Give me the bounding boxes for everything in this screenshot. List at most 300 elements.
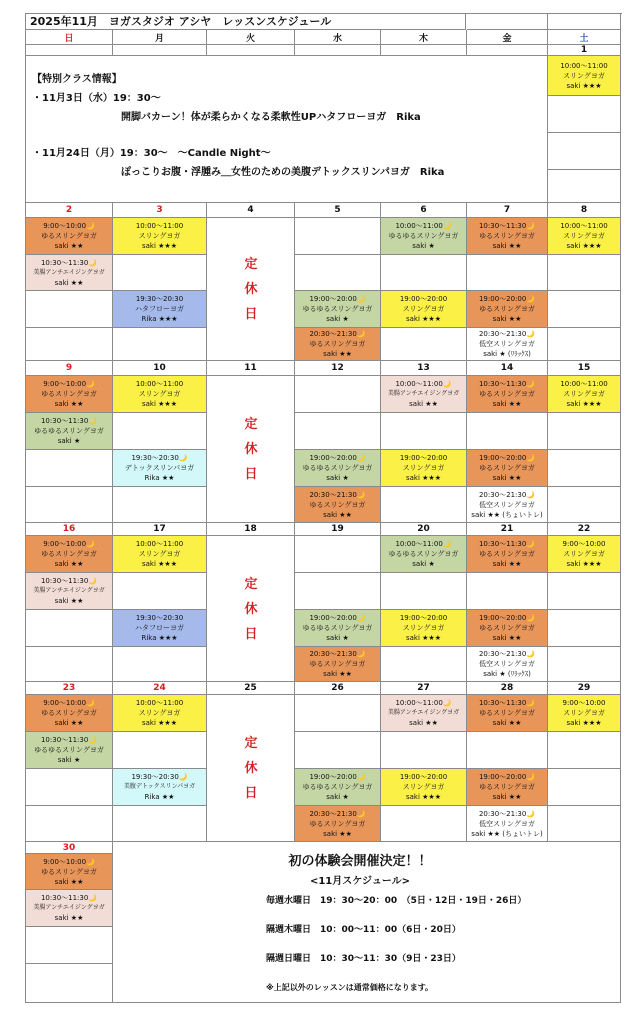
lesson-teacher: saki ★★ [492, 474, 522, 482]
lesson-teacher: saki ★★ (ちょいトレ) [471, 829, 543, 838]
lesson-name: ハタフローヨガ [135, 305, 184, 313]
empty-cell [548, 170, 621, 203]
lesson-teacher: saki ★★ [54, 400, 84, 408]
day-number: 12 [295, 361, 381, 376]
lesson-name: スリングヨガ [138, 232, 181, 240]
lesson-time: 9:00〜10:00 [562, 699, 606, 707]
lesson-cell [548, 56, 621, 96]
empty-cell [113, 487, 207, 523]
lesson-time: 9:00〜10:00🌙 [43, 540, 95, 548]
day-number: 22 [548, 523, 621, 536]
lesson-cell [113, 769, 207, 806]
lesson-teacher: saki ★★ [323, 350, 352, 358]
lesson-teacher: saki ★★ [492, 634, 522, 642]
lesson-time: 19:30〜20:30 [135, 614, 184, 622]
lesson-teacher: saki ★★ [492, 560, 522, 568]
lesson-teacher: saki ★★★ [566, 719, 602, 727]
lesson-teacher: saki ★★ [492, 793, 522, 801]
lesson-cell [113, 610, 207, 647]
lesson-cell [467, 647, 548, 682]
lesson-cell [295, 610, 381, 647]
lesson-teacher: saki ★★ [54, 242, 84, 250]
lesson-cell [381, 450, 467, 487]
weekday-header: 水 [295, 30, 381, 45]
lesson-cell [26, 218, 113, 255]
lesson-name: ゆるスリングヨガ [309, 340, 366, 348]
lesson-time: 20:30〜21:30🌙 [309, 490, 366, 499]
day-number: 30 [26, 842, 113, 854]
lesson-time: 20:30〜21:30🌙 [478, 650, 536, 658]
empty-cell [26, 927, 113, 964]
lesson-name: 美腸アンチエイジングヨガ [33, 268, 105, 276]
lesson-cell [467, 328, 548, 361]
closed-char: 定 [244, 417, 258, 432]
lesson-time: 19:00〜20:00🌙 [309, 614, 366, 622]
lesson-time: 10:30〜11:30🌙 [478, 222, 536, 230]
lesson-name: スリングヨガ [138, 709, 181, 717]
closed-day-label [207, 695, 295, 842]
empty-cell [26, 487, 113, 523]
empty-cell [295, 536, 381, 573]
lesson-name: スリングヨガ [563, 709, 605, 717]
empty-cell [381, 573, 467, 610]
closed-day-label [207, 218, 295, 361]
day-number: 26 [295, 682, 381, 695]
lesson-cell [381, 376, 467, 413]
lesson-name: ゆるスリングヨガ [479, 783, 535, 791]
closed-char: 日 [244, 467, 258, 482]
trial-subtitle: <11月スケジュール> [309, 876, 411, 887]
lesson-teacher: Rika ★★★ [141, 315, 178, 323]
lesson-teacher: saki ★★★ [142, 719, 177, 727]
day-number: 3 [113, 203, 207, 218]
day-number: 11 [207, 361, 295, 376]
day-number: 4 [207, 203, 295, 218]
lesson-teacher: saki ★★ [492, 315, 522, 323]
lesson-teacher: saki ★ [326, 315, 349, 323]
lesson-cell [381, 769, 467, 806]
lesson-teacher: saki ★★★ [566, 560, 602, 568]
lesson-cell [26, 732, 113, 769]
lesson-cell [381, 610, 467, 647]
lesson-cell [295, 769, 381, 806]
empty-cell [26, 647, 113, 682]
lesson-time: 10:00〜11:00🌙 [395, 540, 452, 548]
lesson-time: 10:00〜11:00🌙 [395, 699, 452, 707]
lesson-time: 20:30〜21:30🌙 [478, 809, 536, 818]
lesson-cell [295, 647, 381, 682]
weekday-header: 金 [467, 30, 548, 45]
trial-line3: 隔週日曜日 10：30〜11：30（9日・23日） [266, 954, 461, 964]
empty-cell [467, 413, 548, 450]
empty-cell [26, 769, 113, 806]
lesson-name: スリングヨガ [402, 464, 445, 472]
empty-cell [295, 218, 381, 255]
lesson-name: 低空スリングヨガ [479, 500, 535, 509]
lesson-cell [113, 450, 207, 487]
empty-cell [548, 806, 621, 842]
lesson-teacher: saki ★★★ [142, 400, 177, 408]
day-number: 17 [113, 523, 207, 536]
lesson-cell [548, 218, 621, 255]
lesson-cell [26, 854, 113, 890]
lesson-time: 19:00〜20:00🌙 [478, 773, 536, 781]
lesson-teacher: saki ★★ [492, 242, 522, 250]
lesson-name: 美腸アンチエイジングヨガ [387, 709, 460, 716]
day-number: 13 [381, 361, 467, 376]
lesson-time: 20:30〜21:30🌙 [478, 330, 536, 338]
lesson-teacher: saki ★ [57, 756, 81, 764]
lesson-teacher: saki ★★★ [142, 242, 177, 250]
lesson-time: 19:00〜20:00🌙 [309, 454, 366, 462]
lesson-teacher: saki ★★ [409, 400, 438, 408]
day-number: 16 [26, 523, 113, 536]
lesson-name: 低空スリングヨガ [479, 340, 535, 348]
trial-title: 初の体験会開催決定！！ [288, 854, 432, 869]
lesson-teacher: saki ★★ [54, 877, 84, 886]
lesson-teacher: Rika ★★★ [141, 634, 178, 642]
lesson-teacher: Rika ★★ [144, 793, 175, 801]
day-number: 25 [207, 682, 295, 695]
lesson-cell [295, 328, 381, 361]
closed-char: 日 [244, 786, 258, 801]
lesson-name: ゆるスリングヨガ [479, 624, 535, 632]
lesson-teacher: saki ★★ [54, 560, 84, 568]
lesson-cell [26, 255, 113, 291]
day-number: 9 [26, 361, 113, 376]
empty-cell [113, 328, 207, 361]
empty-cell [295, 255, 381, 291]
trial-line1: 毎週水曜日 19：30〜20：00 （5日・12日・19日・26日） [266, 896, 527, 906]
lesson-name: 美腹デトックスリンパヨガ [123, 783, 196, 790]
lesson-teacher: saki ★★★ [406, 634, 441, 642]
lesson-time: 10:00〜11:00 [560, 61, 608, 70]
lesson-time: 10:00〜11:00 [135, 380, 184, 388]
closed-char: 定 [244, 257, 258, 272]
lesson-teacher: saki ★★★ [406, 315, 441, 323]
lesson-time: 10:30〜11:30🌙 [40, 417, 98, 425]
empty-cell [295, 45, 381, 56]
day-number: 7 [467, 203, 548, 218]
lesson-teacher: saki ★★ [409, 719, 438, 727]
lesson-name: ゆるゆるスリングヨガ [34, 427, 104, 435]
lesson-teacher: saki ★★ (ちょいトレ) [471, 510, 543, 519]
empty-cell [295, 376, 381, 413]
special-heading: 【特別クラス情報】 [32, 74, 122, 85]
lesson-name: ゆるスリングヨガ [309, 500, 366, 509]
lesson-teacher: saki ★ [326, 474, 349, 482]
lesson-time: 10:00〜11:00🌙 [395, 222, 452, 230]
lesson-cell [467, 376, 548, 413]
lesson-teacher: saki ★ [412, 242, 435, 250]
lesson-cell [381, 695, 467, 732]
empty-cell [26, 328, 113, 361]
lesson-teacher: saki ★★ [323, 829, 352, 838]
empty-cell [381, 328, 467, 361]
lesson-teacher: saki ★ (ﾘﾗｯｸｽ) [483, 350, 531, 358]
lesson-name: ゆるスリングヨガ [309, 819, 366, 828]
empty-cell [467, 255, 548, 291]
lesson-name: ゆるゆるスリングヨガ [302, 305, 373, 313]
lesson-time: 19:00〜20:00 [399, 614, 448, 622]
special-line1-date: ・11月3日（水）19：30〜 [32, 93, 161, 104]
lesson-cell [467, 769, 548, 806]
lesson-teacher: saki ★ [326, 793, 349, 801]
empty-cell [467, 45, 548, 56]
lesson-time: 10:30〜11:30🌙 [478, 540, 536, 548]
empty-cell [26, 806, 113, 842]
day-number: 18 [207, 523, 295, 536]
lesson-teacher: saki ★ (ﾘﾗｯｸｽ) [483, 670, 531, 678]
lesson-cell [467, 450, 548, 487]
lesson-time: 10:00〜11:00 [560, 380, 608, 388]
lesson-time: 10:30〜11:30🌙 [40, 258, 98, 267]
empty-cell [381, 255, 467, 291]
lesson-time: 20:30〜21:30🌙 [309, 650, 366, 658]
lesson-cell [113, 291, 207, 328]
closed-day-label [207, 536, 295, 682]
closed-char: 日 [244, 626, 258, 642]
weekday-header: 木 [381, 30, 467, 45]
lesson-name: ゆるスリングヨガ [479, 390, 535, 398]
empty-cell [113, 255, 207, 291]
lesson-time: 19:30〜20:30 [135, 295, 184, 303]
lesson-time: 19:30〜20:30🌙 [131, 454, 188, 462]
closed-char: 休 [244, 761, 258, 776]
lesson-name: 低空スリングヨガ [479, 660, 535, 668]
empty-cell [113, 413, 207, 450]
empty-cell [113, 647, 207, 682]
empty-cell [548, 255, 621, 291]
lesson-name: ゆるスリングヨガ [41, 390, 97, 398]
lesson-time: 9:00〜10:00🌙 [43, 857, 95, 866]
lesson-teacher: saki ★★★ [566, 81, 602, 90]
lesson-cell [113, 376, 207, 413]
lesson-teacher: saki ★★★ [406, 474, 441, 482]
lesson-teacher: saki ★★★ [566, 242, 602, 250]
lesson-name: ゆるゆるスリングヨガ [302, 783, 373, 791]
empty-cell [548, 610, 621, 647]
lesson-time: 19:00〜20:00 [399, 773, 448, 781]
lesson-time: 10:30〜11:30🌙 [40, 894, 98, 902]
lesson-name: スリングヨガ [563, 390, 605, 398]
closed-char: 休 [244, 601, 258, 617]
empty-cell [295, 573, 381, 610]
empty-cell [548, 732, 621, 769]
lesson-name: ゆるスリングヨガ [41, 232, 97, 240]
weekday-header: 火 [207, 30, 295, 45]
lesson-teacher: saki ★★★ [406, 793, 441, 801]
lesson-name: スリングヨガ [138, 390, 181, 398]
lesson-cell [26, 413, 113, 450]
lesson-name: 美腸アンチエイジングヨガ [387, 390, 460, 397]
lesson-time: 10:00〜11:00🌙 [395, 380, 452, 388]
lesson-cell [26, 536, 113, 573]
title-row-box [548, 13, 621, 30]
lesson-teacher: saki ★★ [54, 278, 84, 287]
lesson-cell [26, 573, 113, 610]
lesson-name: ゆるスリングヨガ [309, 660, 366, 668]
lesson-name: 美腸アンチエイジングヨガ [33, 904, 105, 911]
empty-cell [548, 413, 621, 450]
lesson-time: 10:30〜11:30🌙 [40, 736, 98, 744]
empty-cell [26, 964, 113, 1003]
trial-line2: 隔週木曜日 10：00〜11：00（6日・20日） [266, 925, 461, 935]
lesson-name: スリングヨガ [563, 550, 605, 558]
lesson-name: デトックスリンパヨガ [124, 464, 195, 472]
lesson-teacher: saki ★★★ [142, 560, 177, 568]
day-number: 23 [26, 682, 113, 695]
title-row-box [467, 13, 548, 30]
lesson-name: ゆるスリングヨガ [41, 550, 97, 558]
day-number: 27 [381, 682, 467, 695]
empty-cell [548, 487, 621, 523]
day-number: 14 [467, 361, 548, 376]
empty-cell [381, 487, 467, 523]
lesson-cell [467, 487, 548, 523]
empty-cell [26, 610, 113, 647]
lesson-teacher: saki ★ [326, 634, 349, 642]
lesson-cell [381, 291, 467, 328]
lesson-cell [295, 291, 381, 328]
empty-cell [113, 45, 207, 56]
closed-char: 休 [244, 282, 258, 297]
day-number: 21 [467, 523, 548, 536]
lesson-time: 19:30〜20:30🌙 [131, 773, 188, 781]
empty-cell [548, 450, 621, 487]
closed-char: 休 [244, 442, 258, 457]
lesson-teacher: saki ★★ [54, 914, 84, 922]
lesson-cell [295, 806, 381, 842]
lesson-name: 低空スリングヨガ [479, 819, 535, 828]
day-number: 6 [381, 203, 467, 218]
lesson-cell [113, 536, 207, 573]
day-number: 10 [113, 361, 207, 376]
lesson-time: 10:30〜11:30🌙 [478, 380, 536, 388]
empty-cell [26, 450, 113, 487]
lesson-cell [467, 291, 548, 328]
lesson-cell [26, 695, 113, 732]
closed-char: 日 [244, 307, 258, 322]
empty-cell [548, 647, 621, 682]
day-number: 24 [113, 682, 207, 695]
lesson-time: 9:00〜10:00 [562, 540, 606, 548]
lesson-time: 20:30〜21:30🌙 [478, 490, 536, 499]
empty-cell [467, 732, 548, 769]
lesson-cell [26, 376, 113, 413]
lesson-cell [295, 487, 381, 523]
lesson-time: 19:00〜20:00 [399, 295, 448, 303]
lesson-cell [381, 536, 467, 573]
empty-cell [548, 291, 621, 328]
lesson-cell [381, 218, 467, 255]
lesson-time: 10:30〜11:30🌙 [40, 577, 98, 585]
lesson-time: 19:00〜20:00🌙 [478, 295, 536, 303]
empty-cell [113, 806, 207, 842]
empty-cell [113, 573, 207, 610]
special-line1-desc: 開脚バカーン！体が柔らかくなる柔軟性UPハタフローヨガ Rika [121, 112, 421, 123]
day-number: 8 [548, 203, 621, 218]
lesson-name: ゆるスリングヨガ [479, 232, 535, 240]
empty-cell [381, 413, 467, 450]
lesson-time: 10:00〜11:00 [135, 222, 184, 230]
empty-cell [548, 133, 621, 170]
lesson-time: 19:00〜20:00🌙 [478, 454, 536, 462]
lesson-time: 20:30〜21:30🌙 [309, 330, 366, 338]
empty-cell [548, 328, 621, 361]
lesson-name: ゆるスリングヨガ [479, 709, 535, 717]
lesson-teacher: saki ★★ [323, 510, 352, 519]
lesson-name: ゆるスリングヨガ [479, 305, 535, 313]
empty-cell [381, 45, 467, 56]
lesson-cell [113, 218, 207, 255]
empty-cell [548, 769, 621, 806]
lesson-time: 10:00〜11:00 [560, 222, 608, 230]
lesson-name: ゆるスリングヨガ [479, 550, 535, 558]
day-number: 20 [381, 523, 467, 536]
lesson-teacher: saki ★★★ [566, 400, 602, 408]
lesson-time: 19:00〜20:00🌙 [309, 773, 366, 781]
lesson-cell [548, 376, 621, 413]
empty-cell [381, 806, 467, 842]
empty-cell [295, 732, 381, 769]
lesson-time: 19:00〜20:00 [399, 454, 448, 462]
lesson-name: 美腸アンチエイジングヨガ [33, 587, 105, 594]
lesson-name: ゆるゆるスリングヨガ [302, 624, 373, 632]
lesson-cell [26, 890, 113, 927]
trial-note: ※上記以外のレッスンは通常価格になります。 [266, 983, 434, 992]
lesson-time: 9:00〜10:00🌙 [43, 380, 95, 388]
lesson-name: ゆるゆるスリングヨガ [302, 464, 373, 472]
lesson-cell [548, 536, 621, 573]
empty-cell [381, 732, 467, 769]
lesson-teacher: saki ★★ [323, 670, 352, 678]
empty-cell [548, 573, 621, 610]
lesson-cell [295, 450, 381, 487]
special-line2-date: ・11月24日（月）19：30〜 〜Candle Night〜 [32, 148, 271, 159]
lesson-time: 19:00〜20:00🌙 [309, 295, 366, 303]
lesson-time: 10:00〜11:00 [135, 540, 184, 548]
empty-cell [548, 96, 621, 133]
lesson-time: 9:00〜10:00🌙 [43, 699, 95, 707]
lesson-time: 10:00〜11:00 [135, 699, 184, 707]
empty-cell [295, 413, 381, 450]
lesson-time: 10:30〜11:30🌙 [478, 699, 536, 707]
day-number: 5 [295, 203, 381, 218]
weekday-header: 月 [113, 30, 207, 45]
lesson-name: スリングヨガ [402, 783, 445, 791]
lesson-name: ゆるゆるスリングヨガ [34, 746, 104, 754]
weekday-header: 土 [548, 30, 621, 45]
lesson-name: スリングヨガ [138, 550, 181, 558]
lesson-name: ハタフローヨガ [135, 624, 184, 632]
lesson-teacher: saki ★ [57, 437, 81, 445]
lesson-cell [467, 806, 548, 842]
lesson-teacher: saki ★ [412, 560, 435, 568]
lesson-name: スリングヨガ [563, 71, 605, 80]
closed-char: 定 [244, 736, 258, 751]
empty-cell [381, 647, 467, 682]
empty-cell [207, 45, 295, 56]
lesson-name: ゆるゆるスリングヨガ [388, 550, 459, 558]
lesson-name: スリングヨガ [563, 232, 605, 240]
empty-cell [26, 291, 113, 328]
lesson-name: ゆるスリングヨガ [41, 709, 97, 717]
lesson-teacher: saki ★★ [54, 597, 84, 605]
day-number: 15 [548, 361, 621, 376]
lesson-name: スリングヨガ [402, 624, 445, 632]
day-number: 28 [467, 682, 548, 695]
